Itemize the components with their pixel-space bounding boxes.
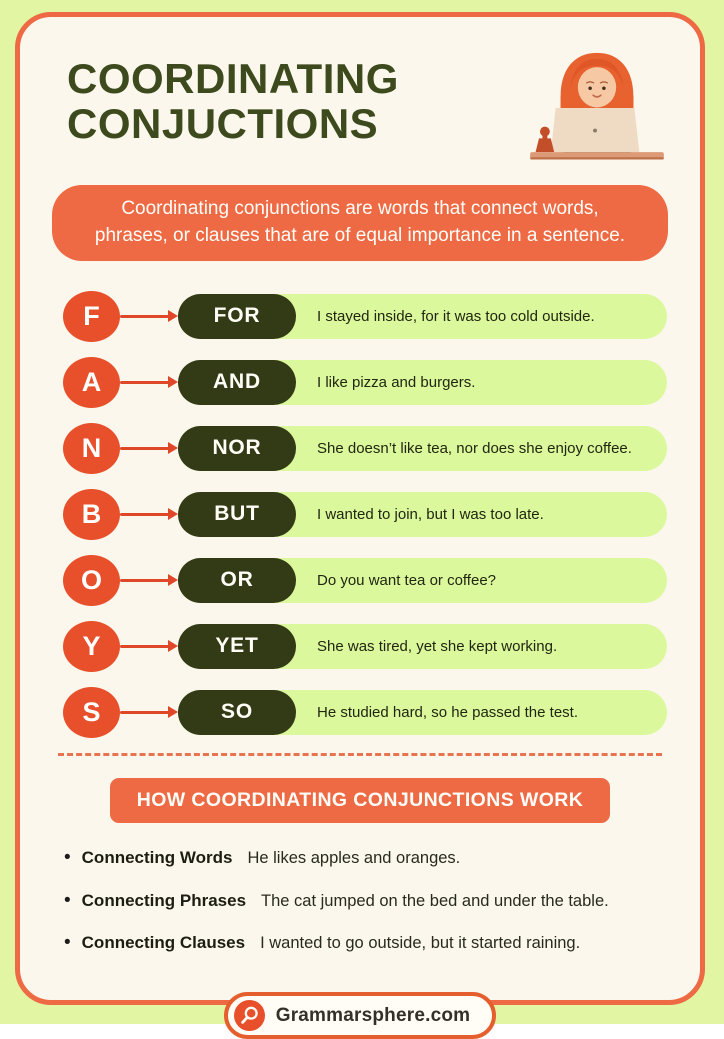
example-sentence: She doesn’t like tea, nor does she enjoy coffee. (317, 439, 632, 457)
example-sentence: Do you want tea or coffee? (317, 571, 497, 589)
usage-example: The cat jumped on the bed and under the table. (261, 891, 609, 910)
site-link-pill[interactable] (224, 992, 497, 1039)
conjunction-pill: AND (178, 360, 296, 405)
site-name: Grammarsphere.com (275, 1004, 471, 1026)
fanboys-list (63, 291, 667, 738)
fanboys-row-for (63, 291, 667, 342)
example-sentence: He studied hard, so he passed the test. (317, 703, 578, 721)
section-heading-wrap (20, 778, 700, 823)
fanboys-row-but (63, 489, 667, 540)
title-line-2: CONJUCTIONS (67, 99, 379, 147)
example-box (178, 558, 667, 603)
example-box (178, 690, 667, 735)
arrow-right-icon (120, 508, 178, 520)
arrow-right-icon (120, 376, 178, 388)
example-box (178, 360, 667, 405)
example-sentence: I stayed inside, for it was too cold outside. (317, 307, 595, 325)
usage-list (64, 846, 660, 955)
usage-label: Connecting Phrases (81, 890, 247, 910)
example-box (178, 294, 667, 339)
fanboys-row-or (63, 555, 667, 606)
fanboys-row-and (63, 357, 667, 408)
bullet-icon: • (64, 889, 71, 911)
arrow-right-icon (120, 574, 178, 586)
example-sentence: I like pizza and burgers. (317, 373, 476, 391)
letter-badge: N (63, 423, 120, 474)
arrow-right-icon (120, 310, 178, 322)
usage-example: I wanted to go outside, but it started raining. (260, 934, 581, 953)
letter-badge: S (63, 687, 120, 738)
bullet-icon: • (64, 932, 71, 954)
usage-item-words (64, 846, 660, 870)
dashed-divider (58, 753, 662, 756)
usage-label: Connecting Clauses (81, 933, 246, 953)
conjunction-pill: NOR (178, 426, 296, 471)
usage-label: Connecting Words (81, 847, 233, 867)
usage-item-clauses (64, 931, 660, 955)
page-title (67, 57, 399, 146)
header (20, 45, 700, 163)
letter-badge: Y (63, 621, 120, 672)
conjunction-pill: OR (178, 558, 296, 603)
magnifier-icon (234, 1000, 265, 1031)
conjunction-pill: BUT (178, 492, 296, 537)
arrow-right-icon (120, 640, 178, 652)
arrow-right-icon (120, 706, 178, 718)
example-sentence: She was tired, yet she kept working. (317, 637, 558, 655)
definition-banner: Coordinating conjunctions are words that connect words, phrases, or clauses that are of equal importance in a sentence. (52, 185, 668, 261)
bullet-icon: • (64, 846, 71, 868)
example-box (178, 492, 667, 537)
woman-at-laptop-illustration (528, 47, 666, 163)
example-box (178, 624, 667, 669)
conjunction-pill: FOR (178, 294, 296, 339)
letter-badge: B (63, 489, 120, 540)
conjunction-pill: YET (178, 624, 296, 669)
footer (20, 992, 700, 1039)
fanboys-row-so (63, 687, 667, 738)
conjunction-pill: SO (178, 690, 296, 735)
fanboys-row-yet (63, 621, 667, 672)
fanboys-row-nor (63, 423, 667, 474)
usage-example: He likes apples and oranges. (247, 848, 461, 867)
example-box (178, 426, 667, 471)
section-heading: HOW COORDINATING CONJUNCTIONS WORK (110, 778, 611, 823)
letter-badge: A (63, 357, 120, 408)
arrow-right-icon (120, 442, 178, 454)
poster-card (15, 12, 705, 1026)
letter-badge: O (63, 555, 120, 606)
example-sentence: I wanted to join, but I was too late. (317, 505, 544, 523)
letter-badge: F (63, 291, 120, 342)
title-line-1: COORDINATING (67, 55, 399, 102)
usage-item-phrases (64, 889, 660, 913)
